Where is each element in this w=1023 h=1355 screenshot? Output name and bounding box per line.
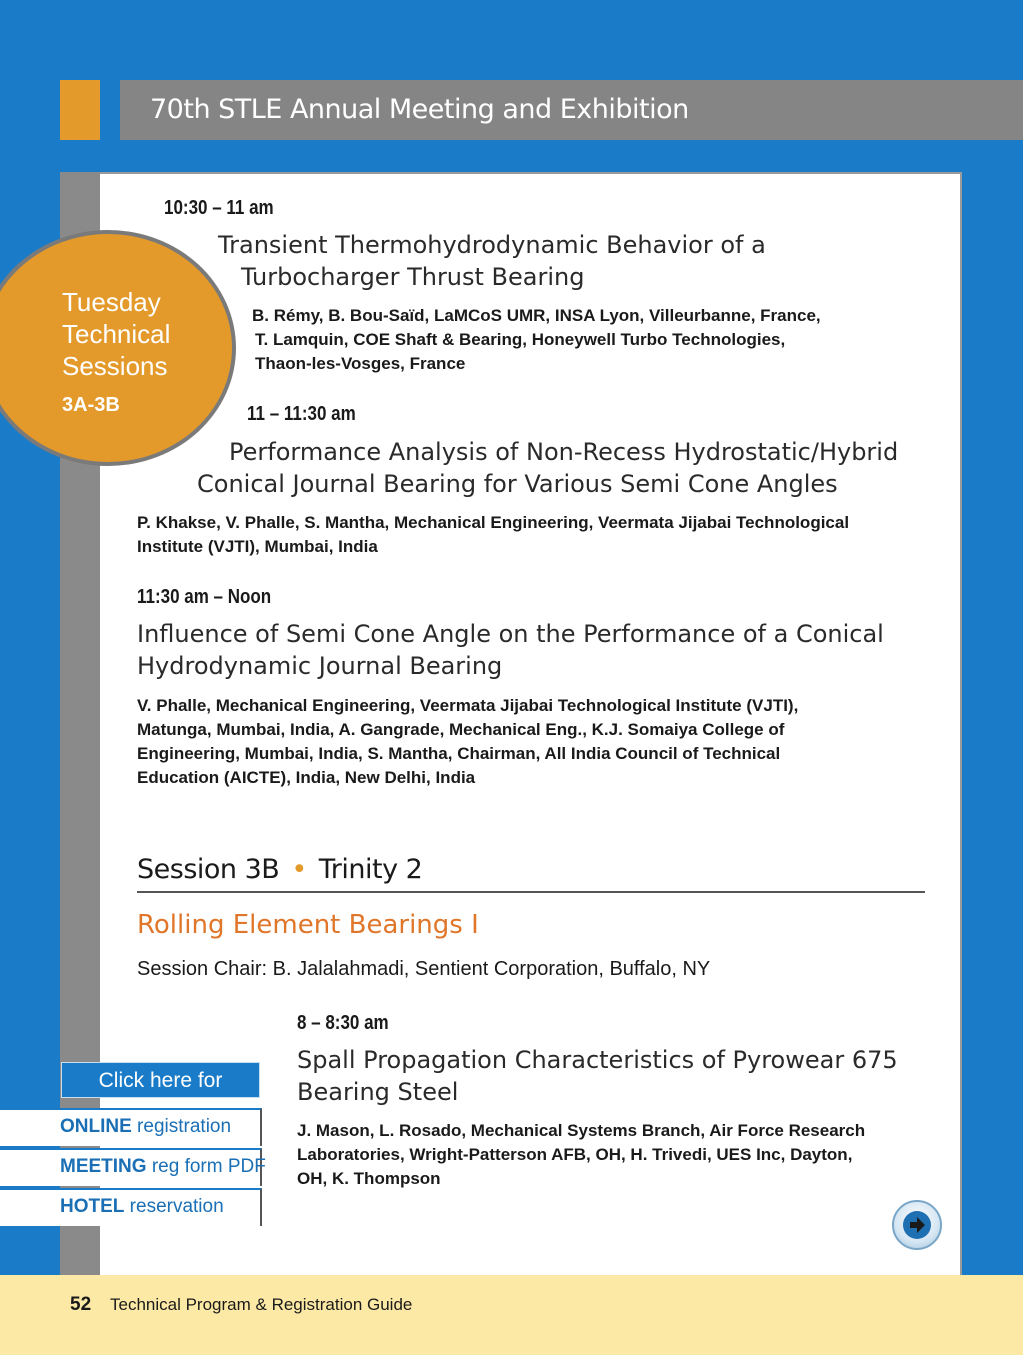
talk-authors: Institute (VJTI), Mumbai, India bbox=[137, 537, 378, 556]
session-divider bbox=[137, 891, 925, 893]
talk-authors: T. Lamquin, COE Shaft & Bearing, Honeywell Turbo Technologies, bbox=[255, 330, 786, 349]
header-accent-block bbox=[60, 80, 100, 140]
page-footer bbox=[0, 1275, 1023, 1355]
link-text: reservation bbox=[124, 1196, 224, 1217]
talk-title: Performance Analysis of Non-Recess Hydrostatic/Hybrid bbox=[229, 438, 899, 466]
badge-line-day: Tuesday bbox=[62, 287, 161, 317]
registration-heading: Click here for bbox=[61, 1062, 260, 1098]
header-title: 70th STLE Annual Meeting and Exhibition bbox=[120, 80, 1023, 140]
session-number: Session 3B bbox=[137, 854, 280, 885]
link-text: reg form PDF bbox=[146, 1156, 266, 1177]
guide-title: Technical Program & Registration Guide bbox=[110, 1295, 413, 1314]
talk-title: Bearing Steel bbox=[297, 1078, 459, 1106]
talk-title: Transient Thermohydrodynamic Behavior of a bbox=[218, 231, 766, 259]
talk-authors: J. Mason, L. Rosado, Mechanical Systems Branch, Air Force Research bbox=[297, 1121, 866, 1140]
talk-authors: OH, K. Thompson bbox=[297, 1169, 441, 1188]
link-strong: MEETING bbox=[60, 1156, 147, 1177]
badge-line-technical: Technical bbox=[62, 319, 171, 349]
talk-authors: Education (AICTE), India, New Delhi, India bbox=[137, 768, 476, 787]
arrow-right-icon bbox=[903, 1211, 931, 1239]
talk-title: Hydrodynamic Journal Bearing bbox=[137, 652, 503, 680]
talk-title: Conical Journal Bearing for Various Semi Cone Angles bbox=[197, 470, 838, 498]
talk-authors: V. Phalle, Mechanical Engineering, Veermata Jijabai Technological Institute (VJTI), bbox=[137, 696, 799, 715]
session-separator: • bbox=[291, 854, 307, 885]
next-page-button[interactable] bbox=[892, 1200, 942, 1250]
talk-authors: Laboratories, Wright-Patterson AFB, OH, H. Trivedi, UES Inc, Dayton, bbox=[297, 1145, 853, 1164]
link-text: registration bbox=[131, 1116, 232, 1137]
link-strong: HOTEL bbox=[60, 1196, 125, 1217]
meeting-reg-form-link[interactable] bbox=[0, 1148, 266, 1186]
badge-session-code: 3A-3B bbox=[62, 394, 120, 416]
talk-authors: P. Khakse, V. Phalle, S. Mantha, Mechanical Engineering, Veermata Jijabai Technological bbox=[137, 513, 850, 532]
session-heading bbox=[137, 854, 422, 885]
talk-title: Influence of Semi Cone Angle on the Performance of a Conical bbox=[137, 620, 884, 648]
link-strong: ONLINE bbox=[60, 1116, 132, 1137]
talk-authors: B. Rémy, B. Bou-Saïd, LaMCoS UMR, INSA Lyon, Villeurbanne, France, bbox=[252, 306, 821, 325]
talk-time: 10:30 – 11 am bbox=[164, 197, 274, 219]
talk-authors: Engineering, Mumbai, India, S. Mantha, Chairman, All India Council of Technical bbox=[137, 744, 781, 763]
hotel-reservation-link[interactable] bbox=[0, 1188, 262, 1226]
session-topic: Rolling Element Bearings I bbox=[137, 910, 479, 940]
talk-authors: Thaon-les-Vosges, France bbox=[255, 354, 466, 373]
badge-line-sessions: Sessions bbox=[62, 351, 168, 381]
talk-time: 11 – 11:30 am bbox=[247, 403, 356, 425]
talk-title: Turbocharger Thrust Bearing bbox=[241, 263, 585, 291]
talk-title: Spall Propagation Characteristics of Pyrowear 675 bbox=[297, 1046, 898, 1074]
page-number: 52 bbox=[70, 1294, 92, 1315]
talk-time: 11:30 am – Noon bbox=[137, 586, 272, 608]
online-registration-link[interactable] bbox=[0, 1108, 262, 1146]
registration-box bbox=[0, 1062, 266, 1226]
session-room: Trinity 2 bbox=[318, 854, 423, 885]
session-chair: Session Chair: B. Jalalahmadi, Sentient Corporation, Buffalo, NY bbox=[137, 958, 711, 980]
talk-time: 8 – 8:30 am bbox=[297, 1012, 389, 1034]
talk-authors: Matunga, Mumbai, India, A. Gangrade, Mechanical Eng., K.J. Somaiya College of bbox=[137, 720, 785, 739]
